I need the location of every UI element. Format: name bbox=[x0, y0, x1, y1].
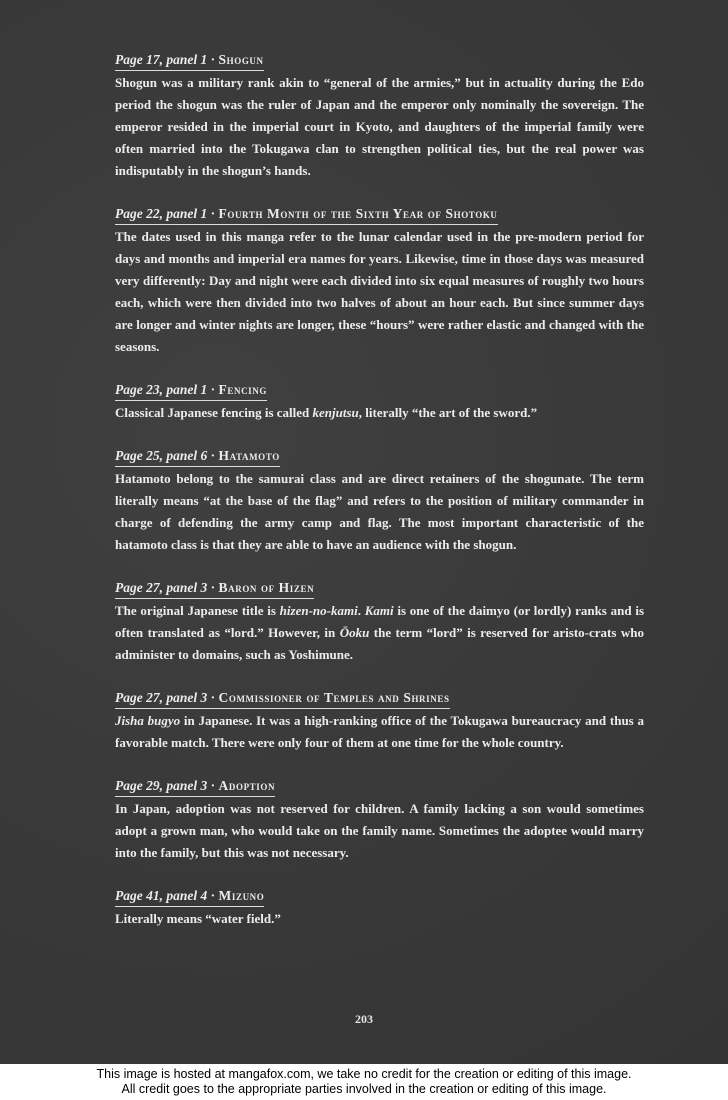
note-body bbox=[115, 798, 644, 864]
note-text: , literally “the art of the sword.” bbox=[358, 405, 538, 420]
note-text: The dates used in this manga refer to the lunar calendar used in the pre-modern period for days and months and imperial era names for years. Likewise, time in those days was measured very differently: Day and night were each divided into six equal measures of roughly two hours each, which were then divided into two halves of about an hour each. But since summer days are longer and winter nights are longer, these “hours” were rather elastic and changed with the seasons. bbox=[115, 229, 644, 354]
note-section bbox=[115, 379, 644, 424]
note-section bbox=[115, 445, 644, 556]
note-body bbox=[115, 226, 644, 358]
note-heading bbox=[115, 776, 275, 797]
note-text: Hatamoto belong to the samurai class and are direct retainers of the shogunate. The term literally means “at the base of the flag” and refers to the position of military commander in charge of defending the army camp and flag. The most important characteristic of the hatamoto class is that they are able to have an audience with the shogun. bbox=[115, 471, 644, 552]
italic-term: Jisha bugyo bbox=[115, 713, 181, 728]
hosting-credit bbox=[0, 1067, 728, 1097]
note-body bbox=[115, 710, 644, 754]
note-heading bbox=[115, 204, 498, 225]
separator: · bbox=[207, 778, 219, 793]
note-section bbox=[115, 687, 644, 754]
separator: · bbox=[207, 448, 219, 463]
italic-term: hizen-no-kami bbox=[279, 603, 358, 618]
note-title: Adoption bbox=[218, 778, 276, 793]
page-panel-reference: Page 27, panel 3 bbox=[115, 580, 208, 595]
note-heading bbox=[115, 578, 314, 599]
separator: · bbox=[207, 206, 219, 221]
note-body bbox=[115, 402, 644, 424]
page-panel-reference: Page 27, panel 3 bbox=[115, 690, 208, 705]
note-body bbox=[115, 600, 644, 666]
credit-line-2: All credit goes to the appropriate parties involved in the creation or editing of this image. bbox=[121, 1082, 607, 1096]
note-section bbox=[115, 203, 644, 358]
note-body bbox=[115, 72, 644, 182]
page-panel-reference: Page 41, panel 4 bbox=[115, 888, 208, 903]
note-section bbox=[115, 49, 644, 182]
separator: · bbox=[207, 888, 219, 903]
note-text: . bbox=[357, 603, 365, 618]
note-text: The original Japanese title is bbox=[115, 603, 280, 618]
note-title: Fencing bbox=[218, 382, 267, 397]
note-text: Literally means “water field.” bbox=[115, 911, 281, 926]
note-title: Shogun bbox=[218, 52, 264, 67]
note-section bbox=[115, 775, 644, 864]
note-section bbox=[115, 577, 644, 666]
note-title: Commissioner of Temples and Shrines bbox=[218, 690, 450, 705]
note-body bbox=[115, 468, 644, 556]
separator: · bbox=[207, 52, 219, 67]
italic-term: Kami bbox=[364, 603, 394, 618]
separator: · bbox=[207, 382, 219, 397]
note-title: Mizuno bbox=[218, 888, 265, 903]
glossary-notes bbox=[115, 49, 644, 951]
note-text: in Japanese. It was a high-ranking office of the Tokugawa bureaucracy and thus a favorable match. There were only four of them at one time for the whole country. bbox=[115, 713, 644, 750]
note-body bbox=[115, 908, 644, 930]
page-panel-reference: Page 25, panel 6 bbox=[115, 448, 208, 463]
page-panel-reference: Page 22, panel 1 bbox=[115, 206, 208, 221]
note-heading bbox=[115, 446, 280, 467]
note-heading bbox=[115, 688, 450, 709]
note-heading bbox=[115, 886, 264, 907]
note-text: is one of the daimyo (or lordly) ranks and is often translated as “lord.” However, in bbox=[115, 603, 645, 640]
italic-term: kenjutsu bbox=[312, 405, 359, 420]
page-panel-reference: Page 23, panel 1 bbox=[115, 382, 208, 397]
note-heading bbox=[115, 50, 264, 71]
note-title: Fourth Month of the Sixth Year of Shotoku bbox=[218, 206, 498, 221]
note-heading bbox=[115, 380, 267, 401]
page-panel-reference: Page 17, panel 1 bbox=[115, 52, 208, 67]
note-title: Baron of Hizen bbox=[218, 580, 315, 595]
separator: · bbox=[207, 580, 219, 595]
note-text: Shogun was a military rank akin to “general of the armies,” but in actuality during the Edo period the shogun was the ruler of Japan and the emperor only nominally the sovereign. The emperor resided in the imperial court in Kyoto, and daughters of the imperial family were often married into the Tokugawa clan to strengthen political ties, but the real power was indisputably in the shogun’s hands. bbox=[115, 75, 644, 178]
separator: · bbox=[207, 690, 219, 705]
italic-term: Ōoku bbox=[339, 625, 370, 640]
credit-line-1: This image is hosted at mangafox.com, we take no credit for the creation or editing of this image. bbox=[96, 1067, 632, 1081]
note-text: the term “lord” is reserved for aristo-crats who administer to domains, such as Yoshimune. bbox=[115, 625, 644, 662]
note-title: Hatamoto bbox=[218, 448, 280, 463]
page-panel-reference: Page 29, panel 3 bbox=[115, 778, 208, 793]
page-number: 203 bbox=[355, 1012, 373, 1026]
note-text: In Japan, adoption was not reserved for children. A family lacking a son would sometimes adopt a grown man, who would take on the family name. Sometimes the adoptee would marry into the family, but this was not necessary. bbox=[115, 801, 644, 860]
note-section bbox=[115, 885, 644, 930]
note-text: Classical Japanese fencing is called bbox=[115, 405, 313, 420]
